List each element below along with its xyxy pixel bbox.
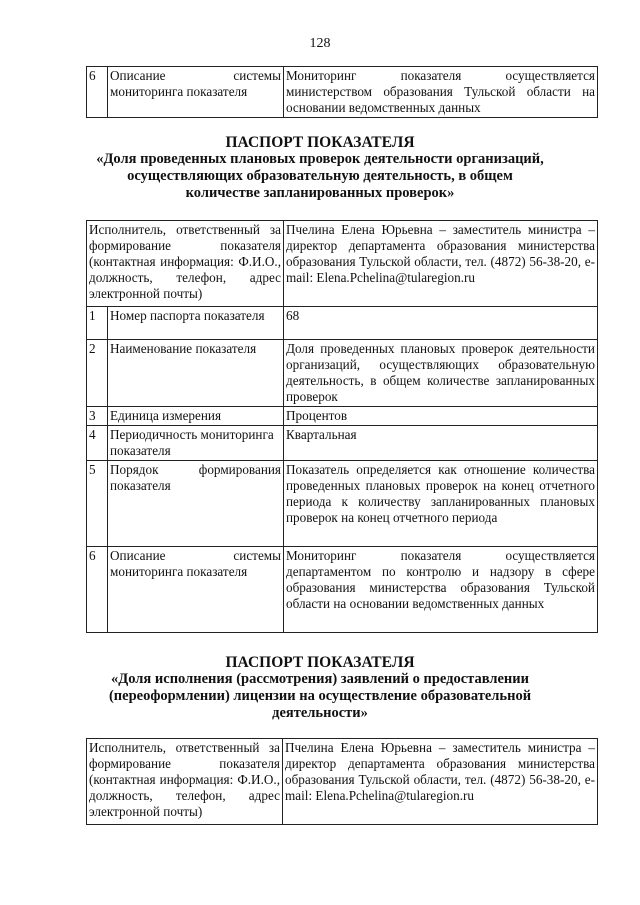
row-label: Описание системы мониторинга показателя [108,67,284,118]
row-label: Описание системы мониторинга показателя [108,547,284,633]
passport2-table [86,738,598,825]
row-label: Наименование показателя [108,340,284,407]
row-label: Порядок формирования показателя [108,461,284,547]
passport1-title: ПАСПОРТ ПОКАЗАТЕЛЯ [225,134,415,151]
row-number: 6 [87,547,108,633]
row-value: Квартальная [284,426,598,461]
executor-value: Пчелина Елена Юрьевна – заместитель министра – директор департамента образования министерства образования Тульской области, тел. (4872) 56-38-20, e-mail: Elena.Pchelina@tularegion.ru [283,739,598,825]
row-label: Периодичность мониторинга показателя [108,426,284,461]
row-number: 1 [87,307,108,340]
executor-label: Исполнитель, ответственный за формирование показателя (контактная информация: Ф.И.О., должность, телефон, адрес электронной почты) [87,221,284,307]
top-table [86,66,598,118]
row-number: 3 [87,407,108,426]
row-number: 6 [87,67,108,118]
table-row [87,461,598,547]
executor-row [87,739,598,825]
passport1-heading [90,134,550,202]
row-label: Номер паспорта показателя [108,307,284,340]
row-value: 68 [284,307,598,340]
row-number: 4 [87,426,108,461]
passport2-subtitle: «Доля исполнения (рассмотрения) заявлений о предоставлении (переоформлении) лицензии на осуществление образовательной деятельности» [108,671,532,721]
row-label: Единица измерения [108,407,284,426]
table-row [87,426,598,461]
row-value: Доля проведенных плановых проверок деятельности организаций, осуществляющих образовательную деятельность, в общем количестве запланированных проверок [284,340,598,407]
table-row [87,407,598,426]
passport2-heading [90,654,550,722]
passport1-table [86,220,598,633]
executor-label: Исполнитель, ответственный за формирование показателя (контактная информация: Ф.И.О., должность, телефон, адрес электронной почты) [87,739,283,825]
passport2-title: ПАСПОРТ ПОКАЗАТЕЛЯ [225,654,415,671]
row-number: 5 [87,461,108,547]
row-number: 2 [87,340,108,407]
row-value: Процентов [284,407,598,426]
table-row [87,307,598,340]
table-row [87,547,598,633]
row-value: Мониторинг показателя осуществляется министерством образования Тульской области на основании ведомственных данных [284,67,598,118]
passport1-subtitle: «Доля проведенных плановых проверок деятельности организаций, осуществляющих образовательную деятельность, в общем количестве запланированных проверок» [96,151,544,201]
executor-row [87,221,598,307]
page-number: 128 [309,36,331,51]
table-row [87,67,598,118]
row-value: Мониторинг показателя осуществляется департаментом по контролю и надзору в сфере образования министерства образования Тульской области на основании ведомственных данных [284,547,598,633]
row-value: Показатель определяется как отношение количества проведенных плановых проверок на конец отчетного периода к количеству запланированных плановых проверок на конец отчетного периода [284,461,598,547]
executor-value: Пчелина Елена Юрьевна – заместитель министра – директор департамента образования министерства образования Тульской области, тел. (4872) 56-38-20, e-mail: Elena.Pchelina@tularegion.ru [284,221,598,307]
table-row [87,340,598,407]
